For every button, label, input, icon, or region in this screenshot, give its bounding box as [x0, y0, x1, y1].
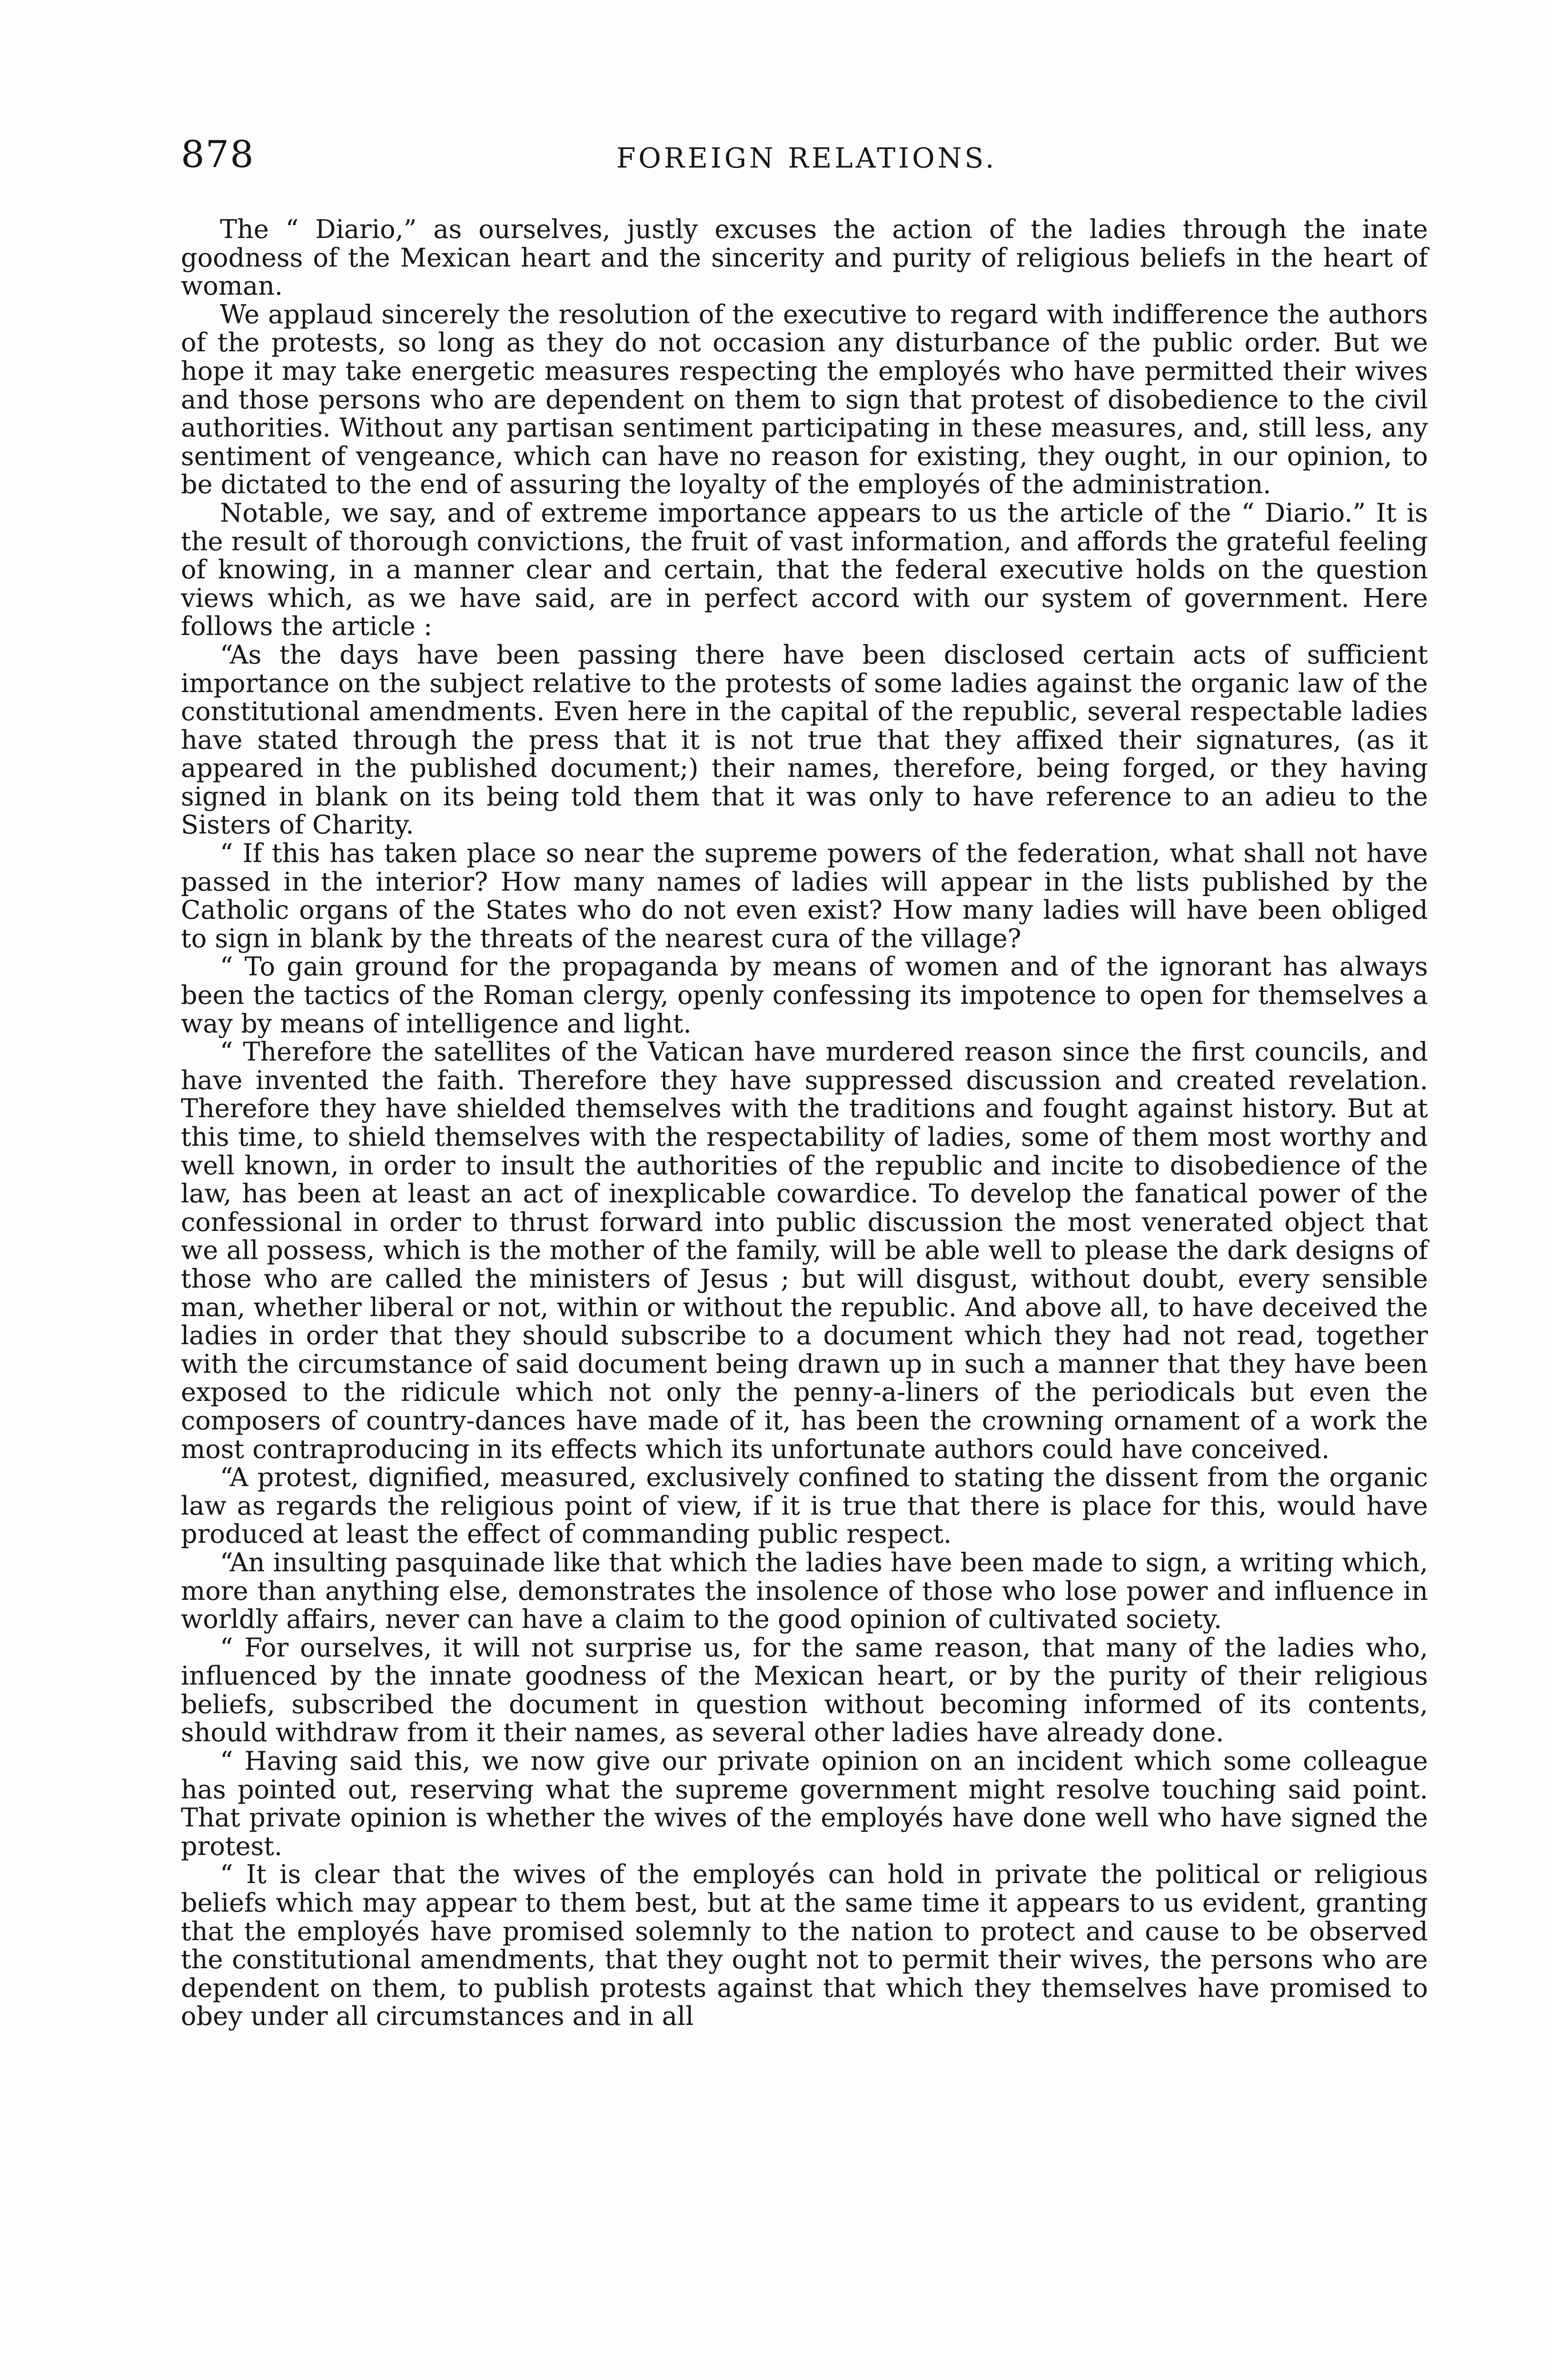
paragraph-notable-article: Notable, we say, and of extreme importance appears to us the article of the “ Diario.” It is the result of thorough convictions, the fruit of vast information, and affords the grateful feeling of knowing, in a manner clear and certain, that the federal executive holds on the question views which, as we have said, are in perfect accord with our system of government. Here follows the article :: [181, 497, 1428, 642]
paragraph-days-passing: “As the days have been passing there have been disclosed certain acts of sufficient importance on the subject relative to the protests of some ladies against the organic law of the constitutional amendments. Even here in the capital of the republic, several respectable ladies have stated through the press that it is not true that they affixed their signatures, (as it appeared in the published document;) their names, therefore, being forged, or they having signed in blank on its being told them that it was only to have reference to an adieu to the Sisters of Charity.: [181, 639, 1428, 840]
paragraph-propaganda: “ To gain ground for the propaganda by means of women and of the ignorant has always been the tactics of the Roman clergy, openly confessing its impotence to open for themselves a way by means of intelligence and light.: [181, 952, 1428, 1039]
paragraph-withdraw-names: “ For ourselves, it will not surprise us, for the same reason, that many of the ladies who, influenced by the innate goodness of the Mexican heart, or by the purity of their religious beliefs, subscribed the document in question without becoming informed of its contents, should withdraw from it their names, as several other ladies have already done.: [181, 1632, 1428, 1748]
paragraph-dignified-protest: “A protest, dignified, measured, exclusively confined to stating the dissent from the organic law as regards the religious point of view, if it is true that there is place for this, would have produced at least the effect of commanding public respect.: [181, 1462, 1428, 1549]
paragraph-wives-of-employes: “ It is clear that the wives of the employés can hold in private the political or religious beliefs which may appear to them best, but at the same time it appears to us evident, granting that the employés have promised solemnly to the nation to protect and cause to be observed the constitutional amendments, that they ought not to permit their wives, the persons who are dependent on them, to publish protests against that which they themselves have promised to obey under all circumstances and in all: [181, 1859, 1428, 2032]
paragraph-insulting-pasquinade: “An insulting pasquinade like that which the ladies have been made to sign, a writing which, more than anything else, demonstrates the insolence of those who lose power and influence in worldly affairs, never can have a claim to the good opinion of cultivated society.: [181, 1547, 1428, 1635]
paragraph-satellites-vatican: “ Therefore the satellites of the Vatican have murdered reason since the first councils, and have invented the faith. Therefore they have suppressed discussion and created revelation. Therefore they have shielded themselves with the traditions and fought against history. But at this time, to shield themselves with the respectability of ladies, some of them most worthy and well known, in order to insult the authorities of the republic and incite to disobedience of the law, has been at least an act of inexplicable cowardice. To develop the fanatical power of the confessional in order to thrust forward into public discussion the most venerated object that we all possess, which is the mother of the family, will be able well to please the dark designs of those who are called the ministers of Jesus ; but will disgust, without doubt, every sensible man, whether liberal or not, within or without the republic. And above all, to have deceived the ladies in order that they should subscribe to a document which they had not read, together with the circumstance of said document being drawn up in such a manner that they have been exposed to the ridicule which not only the penny-a-liners of the periodicals but even the composers of country-dances have made of it, has been the crowning ornament of a work the most contraproducing in its effects which its unfortunate authors could have conceived.: [181, 1037, 1428, 1464]
running-title: FOREIGN RELATIONS.: [616, 142, 997, 174]
paragraph-diario-excuses: The “ Diario,” as ourselves, justly excuses the action of the ladies through the inate goodness of the Mexican heart and the sincerity and purity of religious beliefs in the heart of woman.: [181, 214, 1428, 301]
paragraph-supreme-powers: “ If this has taken place so near the supreme powers of the federation, what shall not have passed in the interior? How many names of ladies will appear in the lists published by the Catholic organs of the States who do not even exist? How many ladies will have been obliged to sign in blank by the threats of the nearest cura of the village?: [181, 838, 1428, 953]
page-number: 878: [181, 133, 255, 176]
page-header: [181, 133, 1428, 186]
body-text: [181, 215, 1428, 2031]
paragraph-private-opinion: “ Having said this, we now give our private opinion on an incident which some colleague has pointed out, reserving what the supreme government might resolve touching said point. That private opinion is whether the wives of the employés have done well who have signed the protest.: [181, 1746, 1428, 1861]
paragraph-applaud-resolution: We applaud sincerely the resolution of the executive to regard with indifference the authors of the protests, so long as they do not occasion any disturbance of the public order. But we hope it may take energetic measures respecting the employés who have permitted their wives and those persons who are dependent on them to sign that protest of disobedience to the civil authorities. Without any partisan sentiment participating in these measures, and, still less, any sentiment of vengeance, which can have no reason for existing, they ought, in our opinion, to be dictated to the end of assuring the loyalty of the employés of the administration.: [181, 299, 1428, 500]
